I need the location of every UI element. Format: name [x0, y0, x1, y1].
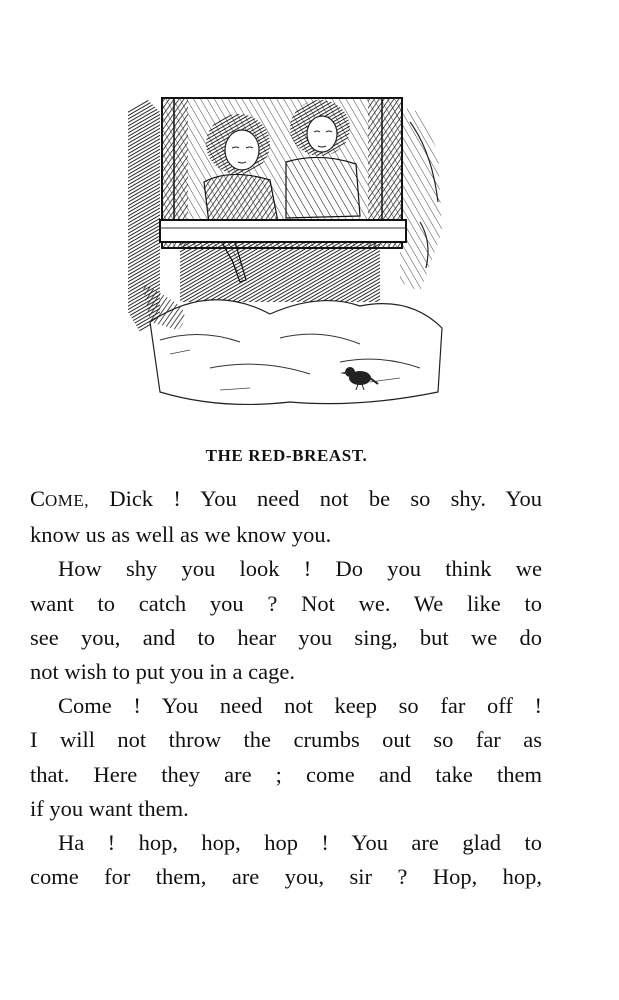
text-line: I will not throw the crumbs out so far as: [30, 727, 542, 753]
drop-letter: C: [30, 486, 46, 511]
paragraph: [30, 482, 542, 518]
chapter-title: THE RED-BREAST.: [205, 446, 368, 465]
window-sill: [160, 220, 406, 302]
text-line: that. Here they are ; come and take them: [30, 761, 542, 787]
text-line-last: if you want them.: [30, 795, 189, 821]
small-caps-word: OME,: [45, 491, 90, 510]
text-line: Dick ! You need not be so shy. You: [89, 486, 542, 511]
text-line: Come ! You need not keep so far off !: [58, 693, 542, 719]
text-line: Ha ! hop, hop, hop ! You are glad to: [58, 830, 542, 856]
text-line: want to catch you ? Not we. We like to: [30, 590, 542, 616]
text-line: How shy you look ! Do you think we: [58, 556, 542, 582]
text-line: come for them, are you, sir ? Hop, hop,: [30, 864, 542, 890]
text-line-last: know us as well as we know you.: [30, 522, 332, 548]
text-line: see you, and to hear you sing, but we do: [30, 624, 542, 650]
text-line-last: not wish to put you in a cage.: [30, 659, 295, 685]
body-text: [30, 482, 542, 894]
illustration: [120, 92, 450, 422]
